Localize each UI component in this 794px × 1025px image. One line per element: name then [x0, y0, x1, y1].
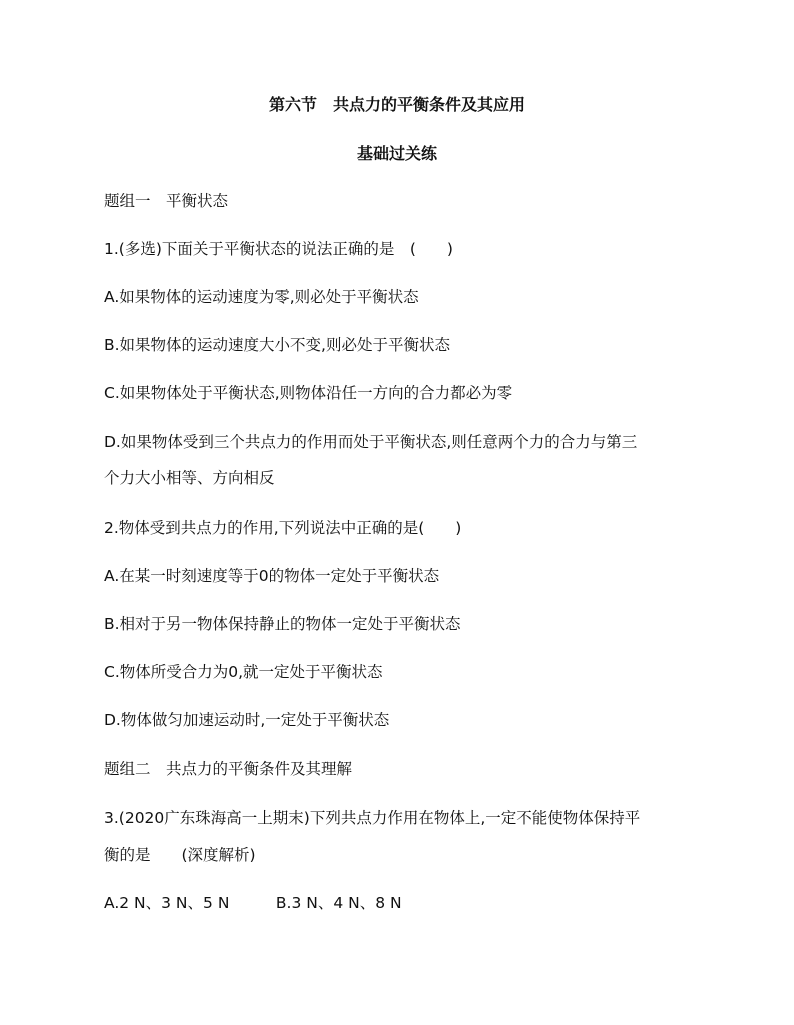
q2-option-a: A.在某一时刻速度等于0的物体一定处于平衡状态 [104, 567, 440, 585]
q3-stem-line1: 3.(2020广东珠海高一上期末)下列共点力作用在物体上,一定不能使物体保持平 [104, 809, 641, 827]
q2-option-b: B.相对于另一物体保持静止的物体一定处于平衡状态 [104, 615, 461, 633]
group1-heading: 题组一 平衡状态 [104, 192, 229, 210]
page-subtitle: 基础过关练 [356, 144, 437, 163]
q3-options: A.2 N、3 N、5 N B.3 N、4 N、8 N [104, 894, 402, 912]
q2-option-c: C.物体所受合力为0,就一定处于平衡状态 [104, 663, 383, 681]
q1-stem: 1.(多选)下面关于平衡状态的说法正确的是 ( ) [104, 240, 453, 258]
page-title: 第六节 共点力的平衡条件及其应用 [268, 95, 525, 114]
q1-option-a: A.如果物体的运动速度为零,则必处于平衡状态 [104, 288, 419, 306]
group2-heading: 题组二 共点力的平衡条件及其理解 [104, 760, 353, 778]
q1-option-d: D.如果物体受到三个共点力的作用而处于平衡状态,则任意两个力的合力与第三 [104, 433, 638, 451]
q1-option-d-continued: 个力大小相等、方向相反 [104, 469, 275, 487]
q1-option-b: B.如果物体的运动速度大小不变,则必处于平衡状态 [104, 336, 450, 354]
q1-option-c: C.如果物体处于平衡状态,则物体沿任一方向的合力都必为零 [104, 384, 513, 402]
q2-stem: 2.物体受到共点力的作用,下列说法中正确的是( ) [104, 519, 462, 537]
q3-stem-line2: 衡的是 (深度解析) [104, 846, 256, 864]
q2-option-d: D.物体做匀加速运动时,一定处于平衡状态 [104, 711, 390, 729]
